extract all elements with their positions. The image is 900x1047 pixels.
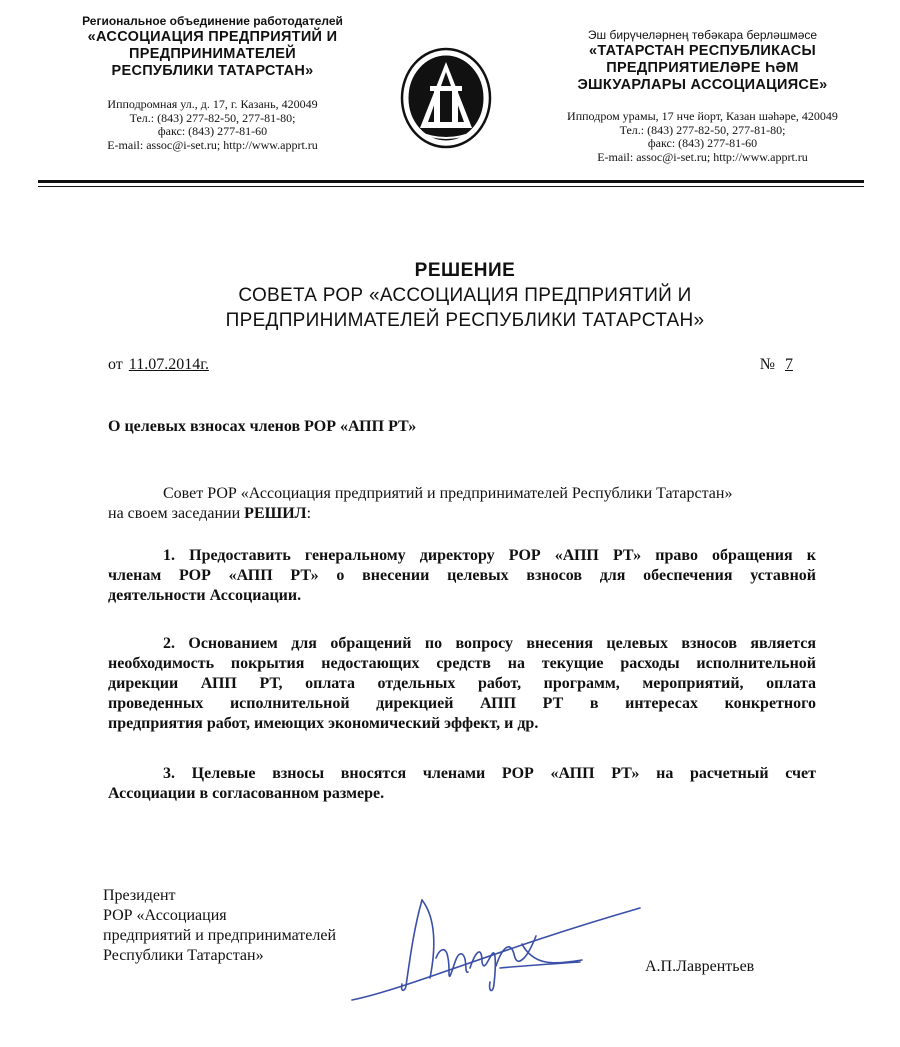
intro-line2-prefix: на своем заседании bbox=[108, 505, 245, 522]
letterhead-divider-thin bbox=[38, 186, 864, 187]
letterhead-right-email: E-mail: assoc@i-set.ru; http://www.apprt.ru bbox=[597, 149, 808, 164]
intro-paragraph bbox=[108, 484, 820, 524]
letterhead-right-address: Ипподром урамы, 17 нче йорт, Казан шәһәре, 420049 bbox=[567, 109, 838, 123]
letterhead-right bbox=[530, 28, 875, 164]
document-date bbox=[108, 356, 209, 374]
association-logo bbox=[398, 46, 494, 150]
handwritten-signature bbox=[350, 888, 650, 1008]
decision-line: дирекции АПП РТ, оплата отдельных работ, программ, мероприятий, оплата bbox=[108, 675, 816, 692]
decision-line: предприятия работ, имеющих экономический эффект, и др. bbox=[108, 715, 539, 732]
decision-line: 2. Основанием для обращений по вопросу внесения целевых взносов является bbox=[163, 635, 816, 652]
letterhead-left-phone: Тел.: (843) 277-82-50, 277-81-80; bbox=[129, 110, 296, 125]
intro-line2-suffix: : bbox=[306, 505, 312, 522]
letterhead-left bbox=[40, 14, 385, 152]
letterhead-left-fax: факс: (843) 277-81-60 bbox=[157, 124, 268, 138]
document-subject: О целевых взносах членов РОР «АПП РТ» bbox=[108, 418, 417, 435]
letterhead-right-name-line: ЭШКУАРЛАРЫ АССОЦИАЦИЯСЕ» bbox=[577, 77, 828, 93]
signatory-title-line: Республики Татарстан» bbox=[103, 947, 264, 964]
decision-item-3 bbox=[108, 764, 816, 804]
intro-decided: РЕШИЛ bbox=[244, 505, 307, 522]
decision-line: необходимость покрытия недостающих средств на текущие расходы исполнительной bbox=[108, 655, 816, 672]
number-prefix: № bbox=[759, 356, 775, 373]
letterhead-right-phone: Тел.: (843) 277-82-50, 277-81-80; bbox=[619, 122, 786, 137]
document-meta bbox=[108, 356, 793, 378]
decision-line: деятельности Ассоциации. bbox=[108, 587, 302, 604]
letterhead-left-name-line: РЕСПУБЛИКИ ТАТАРСТАН» bbox=[111, 63, 314, 79]
date-prefix: от bbox=[108, 356, 123, 373]
decision-line: 1. Предоставить генеральному директору РОР «АПП РТ» право обращения к bbox=[163, 547, 816, 564]
signer-name: А.П.Лаврентьев bbox=[645, 958, 755, 975]
letterhead-right-name bbox=[530, 43, 875, 94]
decision-item-1 bbox=[108, 546, 816, 606]
letterhead-left-address: Ипподромная ул., д. 17, г. Казань, 420049 bbox=[107, 97, 318, 111]
letterhead-right-name-line: ПРЕДПРИЯТИЕЛӘРЕ ҺӘМ bbox=[606, 60, 799, 76]
signatory-title bbox=[103, 886, 336, 966]
letterhead-right-fax: факс: (843) 277-81-60 bbox=[647, 136, 758, 150]
decision-item-2 bbox=[108, 634, 816, 734]
signatory-title-line: предприятий и предпринимателей bbox=[103, 927, 337, 944]
decision-line: Ассоциации в согласованном размере. bbox=[108, 785, 385, 802]
number-value: 7 bbox=[785, 356, 793, 373]
document-title-sub-line: ПРЕДПРИНИМАТЕЛЕЙ РЕСПУБЛИКИ ТАТАРСТАН» bbox=[225, 310, 705, 331]
letterhead-divider-thick bbox=[38, 180, 864, 183]
date-value: 11.07.2014г. bbox=[128, 356, 209, 373]
letterhead-right-contacts bbox=[530, 110, 875, 164]
decision-line: 3. Целевые взносы вносятся членами РОР «АПП РТ» на расчетный счет bbox=[163, 765, 816, 782]
letterhead-left-name-line: ПРЕДПРИНИМАТЕЛЕЙ bbox=[129, 46, 296, 62]
document-title-sub-line: СОВЕТА РОР «АССОЦИАЦИЯ ПРЕДПРИЯТИЙ И bbox=[238, 285, 692, 306]
document-title-sub bbox=[100, 283, 830, 333]
document-number bbox=[760, 356, 793, 374]
document-title-main: РЕШЕНИЕ bbox=[414, 260, 516, 281]
intro-line: Совет РОР «Ассоциация предприятий и предпринимателей Республики Татарстан» bbox=[163, 485, 733, 502]
letterhead-right-name-line: «ТАТАРСТАН РЕСПУБЛИКАСЫ bbox=[589, 43, 816, 59]
decision-line: членам РОР «АПП РТ» о внесении целевых взносов для обеспечения уставной bbox=[108, 567, 816, 584]
letterhead-right-subtitle: Эш бирүчеләрнең төбәкара берләшмәсе bbox=[587, 28, 818, 42]
letterhead-left-email: E-mail: assoc@i-set.ru; http://www.apprt.ru bbox=[107, 137, 318, 152]
document-title bbox=[100, 258, 830, 333]
letterhead-left-contacts bbox=[40, 98, 385, 152]
letterhead-left-subtitle: Региональное объединение работодателей bbox=[82, 14, 343, 28]
signatory-title-line: РОР «Ассоциация bbox=[103, 907, 227, 924]
signatory-title-line: Президент bbox=[103, 887, 176, 904]
letterhead-left-name bbox=[40, 29, 385, 80]
decision-line: проведенных исполнительной дирекцией АПП РТ в интересах конкретного bbox=[108, 695, 816, 712]
letterhead-left-name-line: «АССОЦИАЦИЯ ПРЕДПРИЯТИЙ И bbox=[87, 29, 338, 45]
intro-line bbox=[108, 504, 820, 524]
